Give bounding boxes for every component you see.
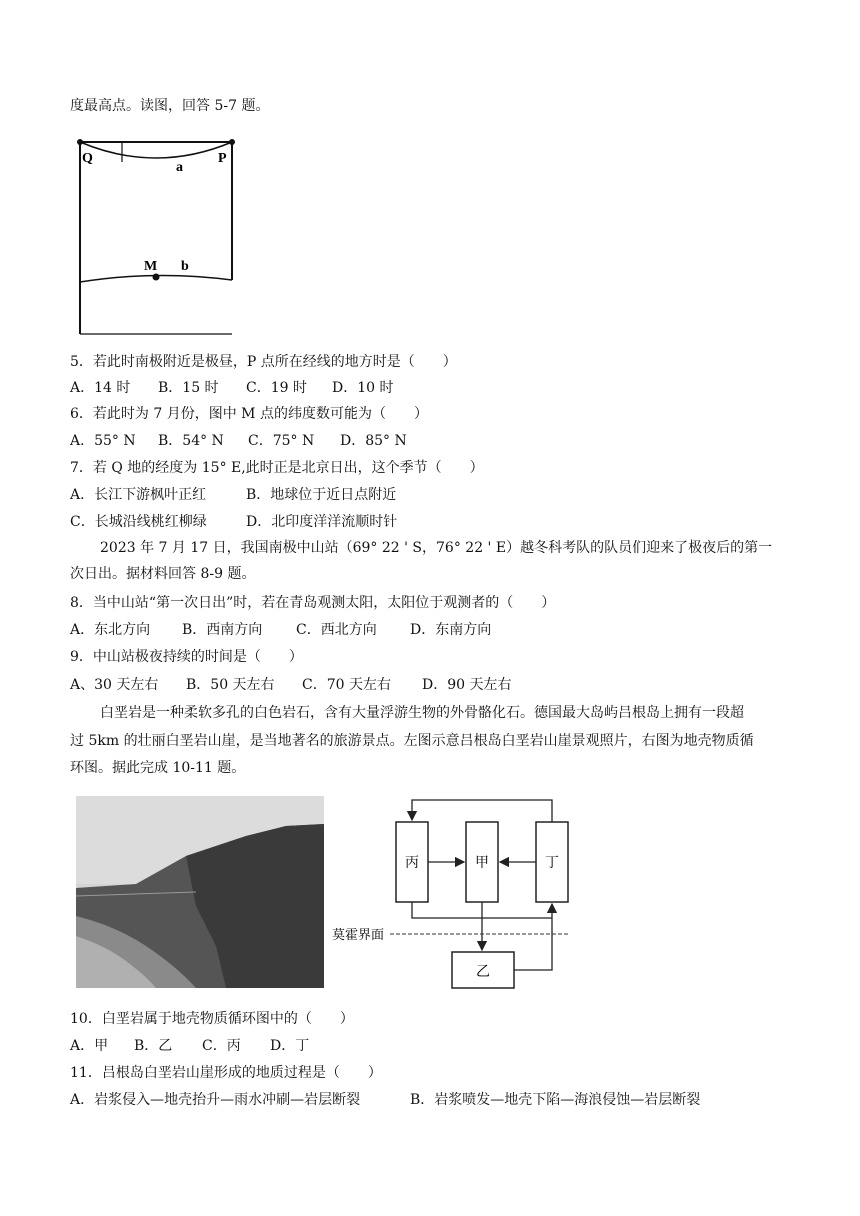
q10-option-b: B．乙 bbox=[134, 1038, 173, 1054]
q8-option-a: A．东北方向 bbox=[70, 622, 151, 638]
q9-option-a: A、30 天左右 bbox=[70, 677, 159, 693]
question-11-number: 11． bbox=[70, 1065, 102, 1081]
question-10-number: 10． bbox=[70, 1011, 102, 1027]
question-11-stem: 吕根岛白垩岩山崖形成的地质过程是（ ） bbox=[101, 1065, 382, 1081]
question-6-number: 6． bbox=[70, 406, 93, 422]
q11-option-b: B．岩浆喷发—地壳下陷—海浪侵蚀—岩层断裂 bbox=[410, 1092, 701, 1108]
q7-option-a: A．长江下游枫叶正红 bbox=[70, 487, 207, 503]
question-8-number: 8． bbox=[70, 595, 93, 611]
question-9-stem: 中山站极夜持续的时间是（ ） bbox=[92, 649, 303, 665]
label-p: P bbox=[218, 151, 227, 166]
question-5-number: 5． bbox=[70, 354, 93, 370]
question-5 bbox=[70, 352, 457, 372]
passage1-line2: 次日出。据材料回答 8-9 题。 bbox=[70, 566, 256, 582]
q9-option-b: B．50 天左右 bbox=[186, 677, 275, 693]
q5-option-c: C．19 时 bbox=[246, 380, 307, 396]
box-jia-label: 甲 bbox=[475, 856, 489, 871]
question-6-stem: 若此时为 7 月份，图中 M 点的纬度数可能为（ ） bbox=[92, 406, 428, 422]
question-10 bbox=[70, 1009, 354, 1029]
q7-option-b: B．地球位于近日点附近 bbox=[246, 487, 397, 503]
rock-cycle-diagram bbox=[330, 792, 580, 992]
question-10-stem: 白垩岩属于地壳物质循环图中的（ ） bbox=[101, 1011, 354, 1027]
intro-line: 度最高点。读图，回答 5-7 题。 bbox=[70, 98, 270, 114]
q5-option-b: B．15 时 bbox=[158, 380, 219, 396]
passage2-line3: 环图。据此完成 10-11 题。 bbox=[70, 760, 246, 776]
q10-option-c: C．丙 bbox=[202, 1038, 241, 1054]
box-yi-label: 乙 bbox=[476, 965, 490, 980]
question-6 bbox=[70, 404, 428, 424]
q11-option-a: A．岩浆侵入—地壳抬升—雨水冲刷—岩层断裂 bbox=[70, 1092, 361, 1108]
passage2-line1: 白垩岩是一种柔软多孔的白色岩石，含有大量浮游生物的外骨骼化石。德国最大岛屿吕根岛上拥有一段超 bbox=[100, 705, 744, 721]
label-b: b bbox=[181, 259, 189, 274]
q7-option-c: C．长城沿线桃红柳绿 bbox=[70, 514, 207, 530]
label-q: Q bbox=[82, 151, 93, 166]
question-7 bbox=[70, 458, 484, 478]
q8-option-d: D．东南方向 bbox=[410, 622, 492, 638]
latitude-diagram bbox=[70, 132, 250, 342]
q6-option-d: D．85° N bbox=[340, 433, 407, 449]
question-9 bbox=[70, 647, 303, 667]
q9-option-d: D．90 天左右 bbox=[422, 677, 512, 693]
q6-option-a: A．55° N bbox=[70, 433, 136, 449]
question-11 bbox=[70, 1063, 382, 1083]
q5-option-d: D．10 时 bbox=[332, 380, 394, 396]
question-8 bbox=[70, 593, 555, 613]
box-ding-label: 丁 bbox=[545, 856, 559, 871]
chalk-cliff-photo bbox=[76, 796, 324, 988]
q5-option-a: A．14 时 bbox=[70, 380, 131, 396]
question-8-stem: 当中山站“第一次日出”时，若在青岛观测太阳，太阳位于观测者的（ ） bbox=[92, 595, 556, 611]
box-bing-label: 丙 bbox=[405, 856, 419, 871]
question-5-stem: 若此时南极附近是极昼，P 点所在经线的地方时是（ ） bbox=[92, 354, 457, 370]
moho-label: 莫霍界面 bbox=[332, 927, 385, 942]
question-7-number: 7． bbox=[70, 460, 93, 476]
question-9-number: 9． bbox=[70, 649, 93, 665]
passage2-line2: 过 5km 的壮丽白垩岩山崖，是当地著名的旅游景点。左图示意吕根岛白垩岩山崖景观照片，右图为地壳物质循 bbox=[70, 733, 754, 749]
passage1-line1: 2023 年 7 月 17 日，我国南极中山站（69° 22 ' S，76° 22 ' E）越冬科考队的队员们迎来了极夜后的第一 bbox=[100, 540, 773, 556]
q9-option-c: C．70 天左右 bbox=[302, 677, 391, 693]
question-7-stem: 若 Q 地的经度为 15° E,此时正是北京日出，这个季节（ ） bbox=[92, 460, 484, 476]
q7-option-d: D．北印度洋洋流顺时针 bbox=[246, 514, 398, 530]
label-m: M bbox=[144, 259, 158, 274]
label-a: a bbox=[176, 160, 183, 175]
q8-option-b: B．西南方向 bbox=[182, 622, 263, 638]
q10-option-a: A．甲 bbox=[70, 1038, 109, 1054]
q6-option-c: C．75° N bbox=[248, 433, 315, 449]
q6-option-b: B．54° N bbox=[158, 433, 224, 449]
q8-option-c: C．西北方向 bbox=[296, 622, 377, 638]
q10-option-d: D．丁 bbox=[270, 1038, 310, 1054]
